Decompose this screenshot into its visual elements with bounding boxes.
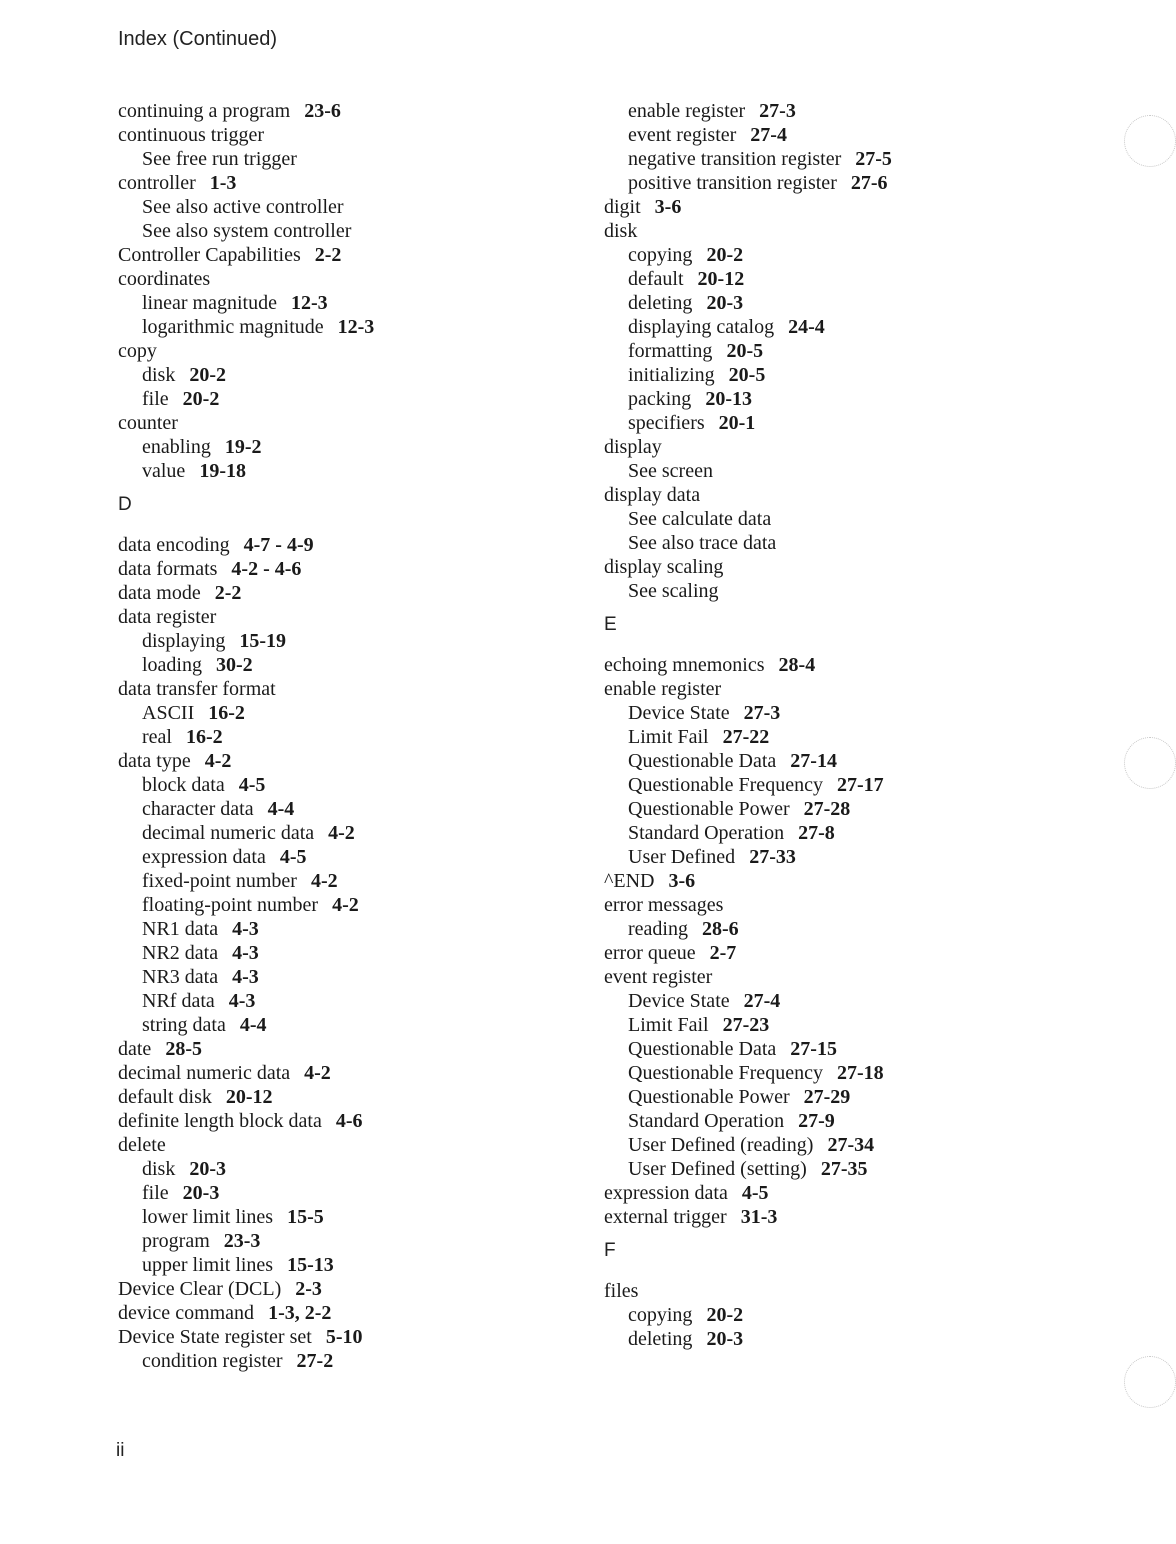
- index-term: logarithmic magnitude: [142, 316, 324, 338]
- index-term: See scaling: [628, 580, 719, 602]
- index-term: default disk: [118, 1086, 212, 1108]
- index-entry: [118, 1085, 588, 1109]
- index-term: lower limit lines: [142, 1206, 274, 1228]
- page-reference: 24-4: [788, 316, 825, 338]
- index-subentry: [118, 917, 588, 941]
- index-subentry: [604, 749, 1074, 773]
- index-term: fixed-point number: [142, 870, 297, 892]
- index-term: Questionable Power: [628, 798, 790, 820]
- index-term: Questionable Data: [628, 1038, 777, 1060]
- index-entry: [118, 677, 588, 701]
- index-term: displaying catalog: [628, 316, 775, 338]
- page-reference: 31-3: [740, 1206, 778, 1228]
- index-subentry: [604, 507, 1074, 531]
- binder-hole-mark: [1124, 1356, 1176, 1408]
- page-reference: 20-3: [182, 1182, 220, 1204]
- index-section-letter: D: [118, 494, 132, 515]
- index-subentry: [604, 531, 1074, 555]
- index-entry: [118, 533, 588, 557]
- index-term: See screen: [628, 460, 713, 482]
- index-term: Device State register set: [118, 1326, 312, 1348]
- index-subentry: [604, 363, 1074, 387]
- binder-hole-mark: [1124, 737, 1176, 789]
- index-entry: [118, 99, 588, 123]
- page-reference: 4-2: [304, 1062, 331, 1084]
- page-reference: 4-3: [232, 918, 259, 940]
- index-subentry: [604, 147, 1074, 171]
- page-reference: 2-2: [214, 582, 242, 604]
- page-reference: 20-3: [706, 1328, 744, 1350]
- index-entry: [118, 581, 588, 605]
- index-entry: [118, 1325, 588, 1349]
- index-subentry: [118, 459, 588, 483]
- index-subentry: [604, 387, 1074, 411]
- index-term: echoing mnemonics: [604, 654, 765, 676]
- index-term: NR1 data: [142, 918, 219, 940]
- index-term: reading: [628, 918, 688, 940]
- page-reference: 4-2: [310, 870, 338, 892]
- index-term: positive transition register: [628, 172, 837, 194]
- page-reference: 3-6: [668, 870, 696, 892]
- index-subentry: [118, 701, 588, 725]
- index-subentry: [604, 701, 1074, 725]
- index-term: data encoding: [118, 534, 230, 556]
- index-subentry: [118, 845, 588, 869]
- index-column-left: [118, 99, 588, 1373]
- page-reference: 4-2: [332, 894, 359, 916]
- index-subentry: [604, 459, 1074, 483]
- page-reference: 3-6: [654, 196, 682, 218]
- index-term: expression data: [604, 1182, 728, 1204]
- page-reference: 27-4: [743, 990, 781, 1012]
- index-term: enable register: [604, 678, 722, 700]
- index-term: NRf data: [142, 990, 215, 1012]
- index-entry: [118, 1133, 588, 1157]
- index-subentry: [118, 1229, 588, 1253]
- index-term: expression data: [142, 846, 266, 868]
- index-entry: [118, 1277, 588, 1301]
- index-subentry: [604, 315, 1074, 339]
- index-subentry: [604, 1061, 1074, 1085]
- index-term: ^END: [604, 870, 655, 892]
- index-entry: [118, 123, 588, 147]
- page-reference: 4-3: [232, 942, 259, 964]
- index-term: display: [604, 436, 662, 458]
- index-subentry: [604, 1013, 1074, 1037]
- page-reference: 27-17: [836, 774, 884, 796]
- index-term: deleting: [628, 292, 693, 314]
- index-term: displaying: [142, 630, 226, 652]
- page-reference: 28-6: [701, 918, 739, 940]
- index-term: linear magnitude: [142, 292, 277, 314]
- index-subentry: [118, 965, 588, 989]
- page-reference: 15-13: [287, 1254, 334, 1276]
- index-term: Questionable Data: [628, 750, 777, 772]
- page-reference: 27-33: [749, 846, 796, 868]
- page-reference: 20-1: [718, 412, 756, 434]
- page-reference: 4-5: [741, 1182, 769, 1204]
- page-reference: 27-18: [836, 1062, 884, 1084]
- index-term: enable register: [628, 100, 746, 122]
- index-term: Device State: [628, 990, 730, 1012]
- page-reference: 20-2: [706, 1304, 744, 1326]
- index-term: upper limit lines: [142, 1254, 274, 1276]
- page-reference: 2-3: [295, 1278, 322, 1300]
- index-section-letter: E: [604, 614, 617, 635]
- index-term: Limit Fail: [628, 726, 709, 748]
- page-reference: 27-15: [790, 1038, 837, 1060]
- index-term: Controller Capabilities: [118, 244, 301, 266]
- index-entry: [604, 653, 1074, 677]
- index-subentry: [604, 99, 1074, 123]
- page-reference: 27-8: [798, 822, 835, 844]
- index-subentry: [604, 123, 1074, 147]
- index-term: See also trace data: [628, 532, 777, 554]
- index-term: external trigger: [604, 1206, 727, 1228]
- page-reference: 27-3: [743, 702, 781, 724]
- index-term: User Defined (reading): [628, 1134, 814, 1156]
- index-term: event register: [604, 966, 713, 988]
- page-reference: 30-2: [216, 654, 253, 676]
- index-subentry: [604, 797, 1074, 821]
- index-term: negative transition register: [628, 148, 842, 170]
- index-entry: [604, 677, 1074, 701]
- index-entry: [118, 171, 588, 195]
- index-term: data type: [118, 750, 191, 772]
- index-term: coordinates: [118, 268, 211, 290]
- page-reference: 19-2: [224, 436, 262, 458]
- page-reference: 20-2: [189, 364, 227, 386]
- index-term: loading: [142, 654, 202, 676]
- page-reference: 2-7: [709, 942, 737, 964]
- index-term: initializing: [628, 364, 715, 386]
- index-subentry: [118, 797, 588, 821]
- page-reference: 4-4: [267, 798, 295, 820]
- page-reference: 4-2: [328, 822, 355, 844]
- index-term: data transfer format: [118, 678, 276, 700]
- index-term: data register: [118, 606, 217, 628]
- page-reference: 1-3: [209, 172, 237, 194]
- index-term: delete: [118, 1134, 166, 1156]
- page-reference: 15-5: [287, 1206, 324, 1228]
- index-term: controller: [118, 172, 196, 194]
- index-term: User Defined: [628, 846, 736, 868]
- index-term: See also active controller: [142, 196, 344, 218]
- index-subentry: [604, 1037, 1074, 1061]
- page-reference: 4-2 - 4-6: [231, 558, 302, 580]
- index-term: copy: [118, 340, 157, 362]
- index-subentry: [118, 291, 588, 315]
- index-entry: [118, 605, 588, 629]
- index-subentry: [118, 1013, 588, 1037]
- index-term: default: [628, 268, 684, 290]
- index-subentry: [604, 339, 1074, 363]
- index-term: packing: [628, 388, 692, 410]
- page-reference: 2-2: [314, 244, 342, 266]
- index-term: enabling: [142, 436, 211, 458]
- index-subentry: [604, 1109, 1074, 1133]
- index-term: device command: [118, 1302, 255, 1324]
- page-reference: 27-5: [855, 148, 892, 170]
- index-term: definite length block data: [118, 1110, 322, 1132]
- index-subentry: [118, 195, 588, 219]
- index-term: display scaling: [604, 556, 724, 578]
- index-subentry: [118, 821, 588, 845]
- index-entry: [604, 1181, 1074, 1205]
- index-subentry: [118, 315, 588, 339]
- index-term: Device State: [628, 702, 730, 724]
- index-column-right: [604, 99, 1074, 1351]
- index-subentry: [604, 725, 1074, 749]
- index-entry: [604, 965, 1074, 989]
- index-term: See free run trigger: [142, 148, 297, 170]
- page-reference: 27-29: [803, 1086, 851, 1108]
- page-reference: 27-3: [759, 100, 796, 122]
- index-term: Questionable Power: [628, 1086, 790, 1108]
- page-reference: 16-2: [208, 702, 245, 724]
- index-entry: [604, 941, 1074, 965]
- index-entry: [604, 555, 1074, 579]
- page-reference: 27-9: [798, 1110, 835, 1132]
- page-reference: 4-7 - 4-9: [243, 534, 314, 556]
- index-term: See calculate data: [628, 508, 772, 530]
- page-reference: 27-14: [790, 750, 837, 772]
- page-reference: 4-3: [228, 990, 256, 1012]
- index-term: Standard Operation: [628, 1110, 785, 1132]
- index-subentry: [604, 845, 1074, 869]
- index-subentry: [118, 653, 588, 677]
- index-subentry: [118, 219, 588, 243]
- index-entry: [604, 869, 1074, 893]
- page-reference: 20-3: [189, 1158, 227, 1180]
- index-term: data formats: [118, 558, 218, 580]
- index-section-letter: F: [604, 1240, 616, 1261]
- index-term: disk: [604, 220, 638, 242]
- index-term: condition register: [142, 1350, 283, 1372]
- page-reference: 27-22: [722, 726, 770, 748]
- index-entry: [118, 749, 588, 773]
- index-subentry: [118, 435, 588, 459]
- index-term: decimal numeric data: [118, 1062, 291, 1084]
- index-term: counter: [118, 412, 178, 434]
- index-subentry: [118, 629, 588, 653]
- index-term: continuous trigger: [118, 124, 265, 146]
- index-subentry: [118, 989, 588, 1013]
- page-reference: 20-12: [225, 1086, 273, 1108]
- index-term: User Defined (setting): [628, 1158, 807, 1180]
- page-reference: 23-6: [304, 100, 341, 122]
- index-term: string data: [142, 1014, 226, 1036]
- index-subentry: [604, 1085, 1074, 1109]
- index-subentry: [604, 989, 1074, 1013]
- index-subentry: [604, 1133, 1074, 1157]
- page-reference: 20-3: [706, 292, 744, 314]
- index-entry: [604, 893, 1074, 917]
- page-reference: 20-5: [726, 340, 764, 362]
- index-subentry: [118, 893, 588, 917]
- index-subentry: [604, 1157, 1074, 1181]
- index-term: specifiers: [628, 412, 705, 434]
- index-entry: [604, 195, 1074, 219]
- index-entry: [604, 1279, 1074, 1303]
- index-term: copying: [628, 244, 693, 266]
- index-subentry: [604, 1327, 1074, 1351]
- index-term: deleting: [628, 1328, 693, 1350]
- page-reference: 4-3: [232, 966, 259, 988]
- index-entry: [118, 1301, 588, 1325]
- page-reference: 4-2: [204, 750, 232, 772]
- index-subentry: [118, 147, 588, 171]
- page-reference: 12-3: [290, 292, 328, 314]
- index-subentry: [118, 941, 588, 965]
- index-entry: [118, 267, 588, 291]
- index-term: character data: [142, 798, 254, 820]
- index-entry: [118, 243, 588, 267]
- index-term: file: [142, 1182, 169, 1204]
- index-subentry: [118, 725, 588, 749]
- index-entry: [604, 1205, 1074, 1229]
- index-term: program: [142, 1230, 210, 1252]
- index-term: Standard Operation: [628, 822, 785, 844]
- page-reference: 1-3, 2-2: [268, 1302, 332, 1324]
- page-reference: 20-2: [182, 388, 220, 410]
- index-subentry: [118, 1349, 588, 1373]
- page-reference: 19-18: [199, 460, 246, 482]
- index-term: files: [604, 1280, 639, 1302]
- index-term: Limit Fail: [628, 1014, 709, 1036]
- index-term: floating-point number: [142, 894, 319, 916]
- page-reference: 28-5: [165, 1038, 202, 1060]
- index-subentry: [118, 1205, 588, 1229]
- index-entry: [118, 339, 588, 363]
- page-reference: 20-5: [728, 364, 766, 386]
- index-term: copying: [628, 1304, 693, 1326]
- index-term: continuing a program: [118, 100, 291, 122]
- index-term: decimal numeric data: [142, 822, 315, 844]
- index-entry: [118, 1109, 588, 1133]
- index-subentry: [604, 171, 1074, 195]
- page-header: Index (Continued): [118, 28, 277, 50]
- index-entry: [118, 1061, 588, 1085]
- index-subentry: [604, 243, 1074, 267]
- index-term: Questionable Frequency: [628, 774, 823, 796]
- page-reference: 23-3: [223, 1230, 261, 1252]
- index-subentry: [604, 579, 1074, 603]
- index-entry: [604, 219, 1074, 243]
- page-reference: 15-19: [239, 630, 287, 652]
- page-reference: 27-34: [827, 1134, 875, 1156]
- index-term: file: [142, 388, 169, 410]
- page-reference: 4-6: [335, 1110, 363, 1132]
- index-term: digit: [604, 196, 641, 218]
- page-reference: 16-2: [185, 726, 223, 748]
- binder-hole-mark: [1124, 115, 1176, 167]
- index-subentry: [604, 291, 1074, 315]
- index-subentry: [604, 917, 1074, 941]
- index-term: event register: [628, 124, 737, 146]
- index-subentry: [118, 363, 588, 387]
- page-reference: 4-5: [279, 846, 307, 868]
- index-term: value: [142, 460, 186, 482]
- index-subentry: [118, 869, 588, 893]
- index-entry: [118, 1037, 588, 1061]
- page-reference: 27-23: [722, 1014, 770, 1036]
- index-entry: [604, 435, 1074, 459]
- page-reference: 12-3: [337, 316, 375, 338]
- page-reference: 27-6: [850, 172, 888, 194]
- index-subentry: [118, 387, 588, 411]
- index-entry: [604, 483, 1074, 507]
- index-term: Questionable Frequency: [628, 1062, 823, 1084]
- index-term: date: [118, 1038, 152, 1060]
- index-term: NR2 data: [142, 942, 219, 964]
- index-subentry: [604, 773, 1074, 797]
- page-reference: 5-10: [325, 1326, 363, 1348]
- index-subentry: [604, 267, 1074, 291]
- index-term: error queue: [604, 942, 696, 964]
- index-term: Device Clear (DCL): [118, 1278, 282, 1300]
- page-reference: 27-28: [803, 798, 851, 820]
- index-entry: [118, 557, 588, 581]
- page-reference: 20-2: [706, 244, 744, 266]
- index-subentry: [604, 411, 1074, 435]
- index-subentry: [604, 821, 1074, 845]
- index-term: disk: [142, 364, 176, 386]
- index-subentry: [604, 1303, 1074, 1327]
- index-entry: [118, 411, 588, 435]
- index-subentry: [118, 773, 588, 797]
- page-number: ii: [116, 1440, 125, 1461]
- page-reference: 4-5: [238, 774, 266, 796]
- index-subentry: [118, 1253, 588, 1277]
- page-reference: 27-35: [820, 1158, 868, 1180]
- index-term: ASCII: [142, 702, 195, 724]
- page-reference: 4-4: [239, 1014, 267, 1036]
- index-term: display data: [604, 484, 701, 506]
- index-term: data mode: [118, 582, 201, 604]
- page-reference: 20-13: [705, 388, 752, 410]
- page-reference: 20-12: [697, 268, 745, 290]
- index-subentry: [118, 1157, 588, 1181]
- index-subentry: [118, 1181, 588, 1205]
- page-reference: 27-2: [296, 1350, 334, 1372]
- index-term: disk: [142, 1158, 176, 1180]
- page-reference: 27-4: [750, 124, 787, 146]
- page-reference: 28-4: [778, 654, 816, 676]
- index-term: error messages: [604, 894, 724, 916]
- index-term: block data: [142, 774, 225, 796]
- index-term: formatting: [628, 340, 713, 362]
- index-term: NR3 data: [142, 966, 219, 988]
- index-term: real: [142, 726, 172, 748]
- index-term: See also system controller: [142, 220, 352, 242]
